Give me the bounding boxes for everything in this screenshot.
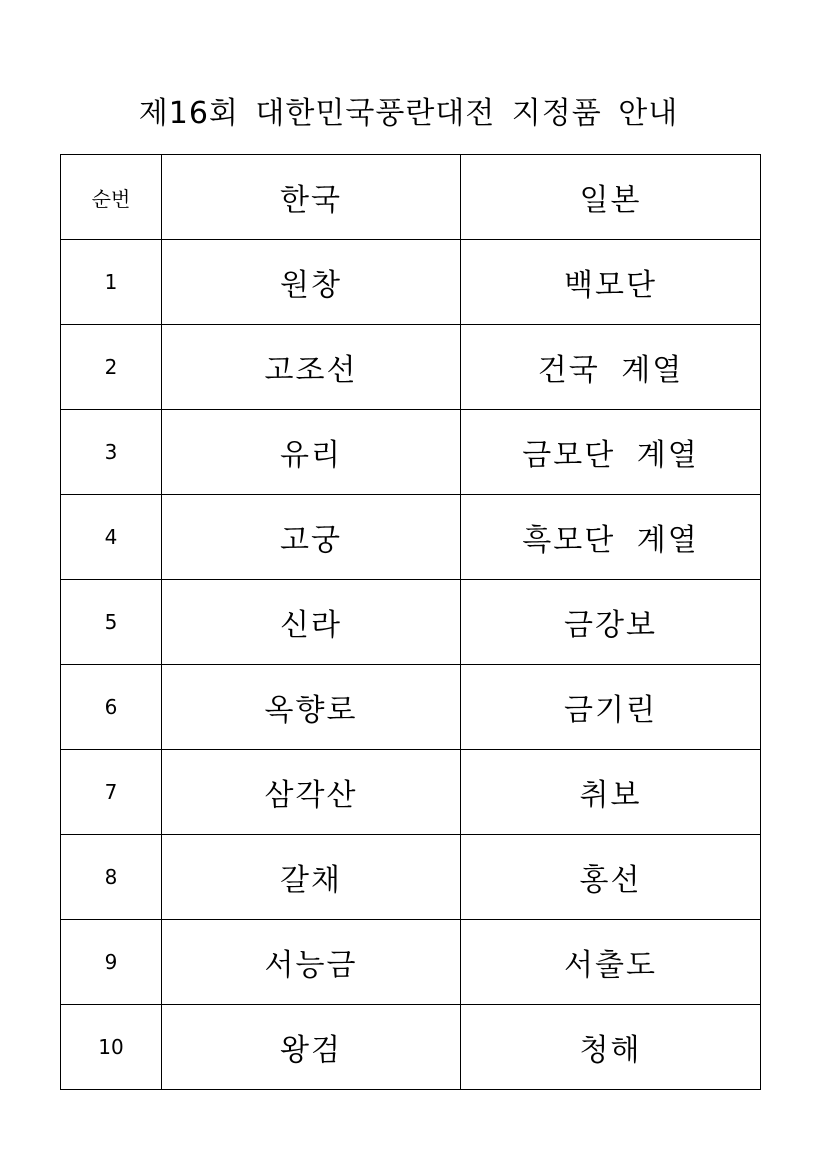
japan-name: 건국 계열: [461, 325, 761, 410]
header-korea: 한국: [162, 155, 461, 240]
table-header-row: [61, 155, 761, 240]
korea-name: 원창: [162, 240, 461, 325]
japan-name: 금모단 계열: [461, 410, 761, 495]
row-number: 10: [61, 1005, 162, 1090]
japan-name: 청해: [461, 1005, 761, 1090]
table-row: [61, 750, 761, 835]
japan-name: 금강보: [461, 580, 761, 665]
row-number: 6: [61, 665, 162, 750]
row-number: 8: [61, 835, 162, 920]
japan-name: 홍선: [461, 835, 761, 920]
korea-name: 고궁: [162, 495, 461, 580]
header-japan: 일본: [461, 155, 761, 240]
japan-name: 백모단: [461, 240, 761, 325]
korea-name: 삼각산: [162, 750, 461, 835]
korea-name: 서능금: [162, 920, 461, 1005]
table-row: [61, 580, 761, 665]
table-row: [61, 665, 761, 750]
japan-name: 흑모단 계열: [461, 495, 761, 580]
japan-name: 서출도: [461, 920, 761, 1005]
table-row: [61, 1005, 761, 1090]
table-row: [61, 325, 761, 410]
korea-name: 왕검: [162, 1005, 461, 1090]
korea-name: 고조선: [162, 325, 461, 410]
designated-items-table: [60, 154, 761, 1090]
header-number: 순번: [61, 155, 162, 240]
row-number: 3: [61, 410, 162, 495]
row-number: 5: [61, 580, 162, 665]
row-number: 7: [61, 750, 162, 835]
row-number: 2: [61, 325, 162, 410]
row-number: 1: [61, 240, 162, 325]
korea-name: 옥향로: [162, 665, 461, 750]
korea-name: 신라: [162, 580, 461, 665]
table-row: [61, 240, 761, 325]
korea-name: 유리: [162, 410, 461, 495]
table-row: [61, 920, 761, 1005]
table-row: [61, 835, 761, 920]
page-title: 제16회 대한민국풍란대전 지정품 안내: [138, 96, 679, 131]
japan-name: 취보: [461, 750, 761, 835]
japan-name: 금기린: [461, 665, 761, 750]
table-row: [61, 495, 761, 580]
korea-name: 갈채: [162, 835, 461, 920]
row-number: 4: [61, 495, 162, 580]
row-number: 9: [61, 920, 162, 1005]
table-row: [61, 410, 761, 495]
